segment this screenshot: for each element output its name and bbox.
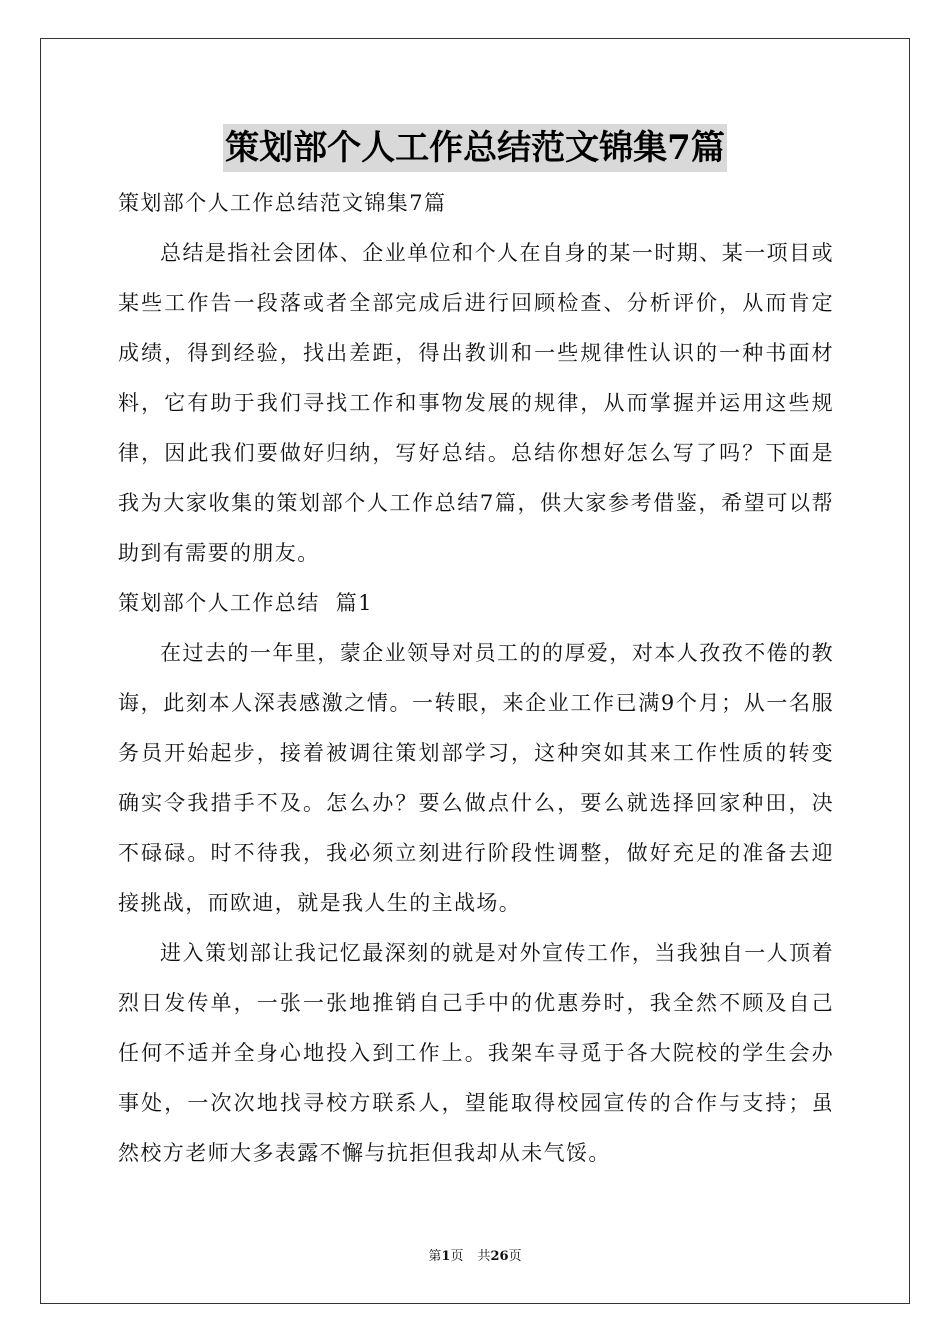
page-number: 1 <box>441 1249 451 1264</box>
section-heading: 策划部个人工作总结 篇1 <box>118 591 373 615</box>
document-body <box>118 178 834 1178</box>
total-pages: 26 <box>490 1249 509 1264</box>
total-suffix: 页 <box>508 1249 522 1264</box>
section-paragraph-2: 进入策划部让我记忆最深刻的就是对外宣传工作，当我独自一人顶着烈日发传单，一张一张地推销自己手中的优惠券时，我全然不顾及自己任何不适并全身心地投入到工作上。我架车寻觅于各大院校的学生会办事处，一次次地找寻校方联系人，望能取得校园宣传的合作与支持；虽然校方老师大多表露不懈与抗拒但我却从未气馁。 <box>118 941 834 1165</box>
title-container <box>0 124 950 172</box>
page-suffix: 页 <box>450 1249 464 1264</box>
document-subtitle: 策划部个人工作总结范文锦集7篇 <box>118 191 447 215</box>
intro-paragraph: 总结是指社会团体、企业单位和个人在自身的某一时期、某一项目或某些工作告一段落或者全部完成后进行回顾检查、分析评价，从而肯定成绩，得到经验，找出差距，得出教训和一些规律性认识的一种书面材料，它有助于我们寻找工作和事物发展的规律，从而掌握并运用这些规律，因此我们要做好归纳，写好总结。总结你想好怎么写了吗？下面是我为大家收集的策划部个人工作总结7篇，供大家参考借鉴，希望可以帮助到有需要的朋友。 <box>118 241 834 565</box>
section-paragraph-1: 在过去的一年里，蒙企业领导对员工的的厚爱，对本人孜孜不倦的教诲，此刻本人深表感激之情。一转眼，来企业工作已满9个月；从一名服务员开始起步，接着被调往策划部学习，这种突如其来工作性质的转变确实令我措手不及。怎么办？要么做点什么，要么就选择回家种田，决不碌碌。时不待我，我必须立刻进行阶段性调整，做好充足的准备去迎接挑战，而欧迪，就是我人生的主战场。 <box>118 641 834 915</box>
page-footer <box>0 1245 950 1264</box>
document-title: 策划部个人工作总结范文锦集7篇 <box>223 124 727 172</box>
total-prefix: 共 <box>477 1249 491 1264</box>
page-prefix: 第 <box>428 1249 442 1264</box>
